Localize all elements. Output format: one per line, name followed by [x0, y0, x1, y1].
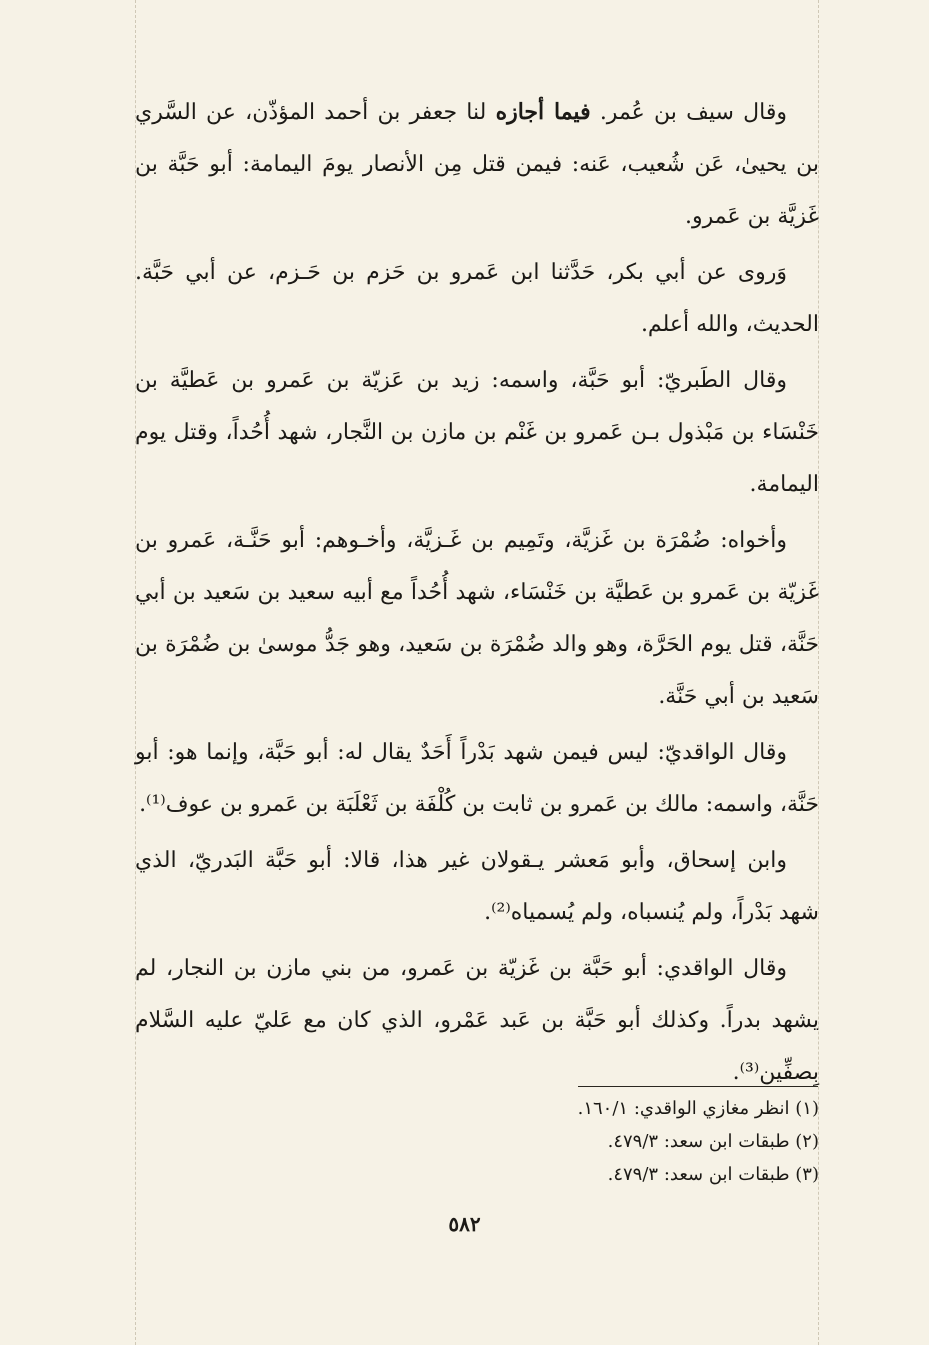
paragraph: [135, 247, 819, 351]
paragraph: [135, 86, 819, 243]
paragraph-text: وقال الطَبريّ: أبو حَبَّة، واسمه: زيد بن عَزيّة بن عَمرو بن عَطيَّة بن خَنْسَاء بن مَبْذول بـن عَمرو بن غَنْم بن مازن بن النَّجار، شهد أُحُداً، وقتل يوم اليمامة.: [135, 368, 819, 497]
paragraph: [135, 727, 819, 831]
paragraph-text: وقال الواقديّ: ليس فيمن شهد بَدْراً أَحَدٌ يقال له: أبو حَبَّة، وإنما هو: أبو حَنَّة، واسمه: مالك بن عَمرو بن ثابت بن كُلْفَة بن ثَعْلَبَة بن عَمرو بن عوف⁽¹⁾.: [135, 740, 819, 817]
paragraph-text: وقال سيف بن عُمر.: [590, 100, 787, 125]
body-text: [135, 86, 819, 1103]
footnote: (٣) طبقات ابن سعد: ٤٧٩/٣.: [607, 1164, 819, 1185]
paragraph-text: وَروى عن أبي بكر، حَدَّثنا ابن عَمرو بن حَزم بن حَـزم، عن أبي حَبَّة. الحديث، والله أعلم.: [135, 260, 819, 337]
footnote: (٢) طبقات ابن سعد: ٤٧٩/٣.: [607, 1131, 819, 1152]
paragraph: [135, 355, 819, 511]
paragraph-text: وقال الواقدي: أبو حَبَّة بن غَزيّة بن عَمرو، من بني مازن بن النجار، لم يشهد بدراً. وكذلك أبو حَبَّة بن عَبد عَمْرو، الذي كان مع عَليّ عليه السَّلام بِصفِّين⁽³⁾.: [135, 956, 819, 1085]
paragraph: [135, 943, 819, 1099]
paragraph-bold-text: فيما أجازه: [495, 99, 591, 125]
footnotes: [135, 1092, 819, 1191]
paragraph: [135, 835, 819, 939]
page-number: ٥٨٢: [448, 1212, 481, 1236]
paragraph-text: لنا جعفر بن أحمد المؤذّن، عن السَّري بن يحيىٰ، عَن شُعيب، عَنه: فيمن قتل مِن الأنصار يومَ اليمامة: أبو حَبَّة بن غَزيَّة بن عَمرو.: [135, 100, 819, 229]
footnote-divider: [578, 1086, 818, 1087]
paragraph-text: وأخواه: ضُمْرَة بن غَزيَّة، وتَمِيم بن غَـزيَّة، وأخـوهم: أبو حَنَّـة، عَمرو بن غَزيّة بن عَمرو بن عَطيَّة بن خَنْسَاء، شهد أُحُداً مع أبيه سعيد بن سَعيد بن أبي حَنَّة، قتل يوم الحَرَّة، وهو والد ضُمْرَة بن سَعيد، وهو جَدُّ موسىٰ بن ضُمْرَة بن سَعيد بن أبي حَنَّة.: [135, 528, 819, 709]
paragraph: [135, 515, 819, 723]
paragraph-text: وابن إسحاق، وأبو مَعشر يـقولان غير هذا، قالا: أبو حَبَّة البَدريّ، الذي شهد بَدْراً، ولم يُنسباه، ولم يُسمياه⁽²⁾.: [135, 848, 819, 925]
footnote: (١) انظر مغازي الواقدي: ١٦٠/١.: [577, 1098, 819, 1119]
